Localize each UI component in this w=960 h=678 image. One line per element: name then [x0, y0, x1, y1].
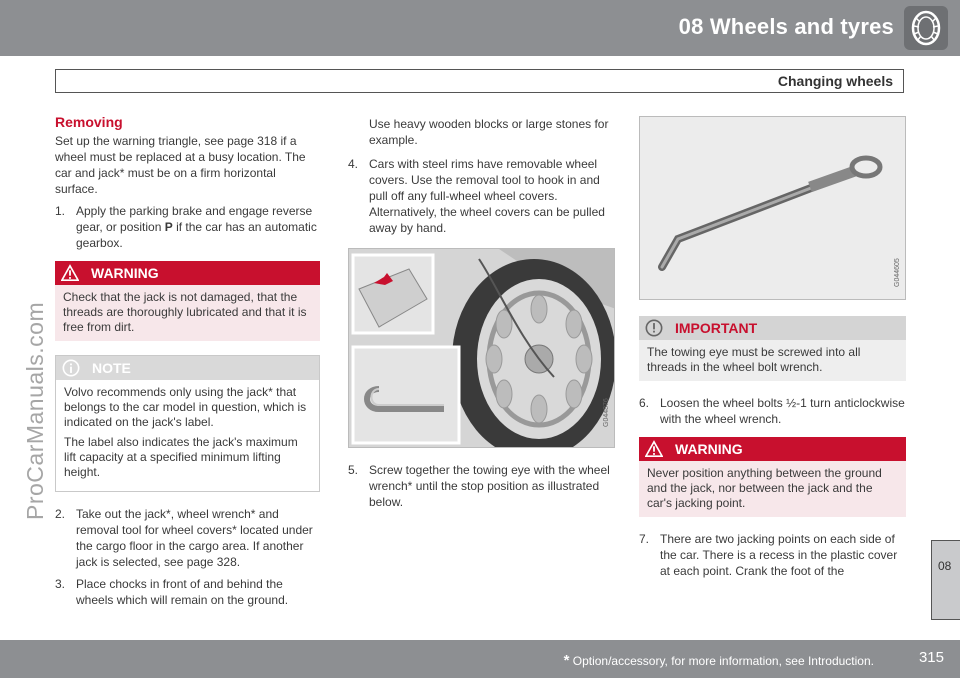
- section-title: Changing wheels: [777, 73, 893, 89]
- figure-code: G044876: [603, 398, 610, 427]
- footer-bar: [0, 640, 960, 678]
- continued-text: Use heavy wooden blocks or large stones for example.: [369, 117, 609, 147]
- footnote: * Option/accessory, for more information, see Introduction.: [563, 652, 874, 669]
- step-text: Apply the parking brake and engage reverse gear, or position P if the car has an automatic gearbox.: [76, 204, 317, 250]
- column-1: [55, 114, 320, 614]
- important-body: The towing eye must be screwed into all threads in the wheel bolt wrench.: [639, 340, 906, 381]
- tyre-icon: [904, 6, 948, 50]
- column-3: [639, 116, 906, 585]
- step-6: 6. Loosen the wheel bolts ½-1 turn anticlockwise with the wheel wrench.: [639, 396, 905, 426]
- step-number: 1.: [55, 204, 66, 218]
- figure-code: G044605: [894, 258, 901, 287]
- chapter-side-tab: [931, 540, 960, 620]
- important-box: [639, 316, 906, 381]
- warning-triangle-icon: [645, 440, 663, 458]
- warning-header: [639, 437, 906, 461]
- step-1: [55, 203, 320, 251]
- wheel-cover-illustration: [348, 248, 615, 448]
- warning-title: WARNING: [675, 441, 743, 457]
- step-5: 5. Screw together the towing eye with the wheel wrench* until the stop position as illustrated below.: [348, 463, 610, 509]
- note-title: NOTE: [92, 360, 131, 376]
- exclamation-icon: [645, 319, 663, 337]
- info-icon: [62, 359, 80, 377]
- note-header: [56, 356, 319, 380]
- note-body: Volvo recommends only using the jack* that belongs to the car model in question, which is indicated on the jack's label. The label also indicates the jack's maximum lift capacity at a specified minimum lifting height.: [56, 380, 319, 491]
- header-bar: [0, 0, 960, 56]
- important-title: IMPORTANT: [675, 320, 758, 336]
- warning-body: Never position anything between the ground and the jack, nor between the jack and the car's jacking point.: [639, 461, 906, 517]
- warning-triangle-icon: [61, 264, 79, 282]
- towing-eye-wrench-illustration: [639, 116, 906, 300]
- important-header: [639, 316, 906, 340]
- note-box: [55, 355, 320, 492]
- warning-box-2: [639, 437, 906, 517]
- warning-title: WARNING: [91, 265, 159, 281]
- intro-text: Set up the warning triangle, see page 318 if a wheel must be replaced at a busy location. The car and jack* must be on a firm horizontal surface.: [55, 134, 306, 196]
- chapter-title: 08 Wheels and tyres: [678, 14, 894, 39]
- page-number: 315: [918, 649, 944, 666]
- removing-heading: Removing: [55, 114, 123, 130]
- warning-body: Check that the jack is not damaged, that the threads are thoroughly lubricated and that it is free from dirt.: [55, 285, 320, 341]
- warning-box: [55, 261, 320, 341]
- step-3: 3. Place chocks in front of and behind the wheels which will remain on the ground.: [55, 577, 289, 607]
- warning-header: [55, 261, 320, 285]
- side-tab-label: 08: [938, 559, 952, 573]
- step-7: 7. There are two jacking points on each side of the car. There is a recess in the plastic cover at each point. Crank the foot of the: [639, 532, 898, 578]
- step-4: 4. Cars with steel rims have removable wheel covers. Use the removal tool to hook in and pull off any full-wheel wheel covers. Alternatively, the wheel covers can be pulled away by hand.: [348, 157, 605, 235]
- section-header: [55, 69, 904, 93]
- step-2: 2. Take out the jack*, wheel wrench* and removal tool for wheel covers* located under the cargo floor in the cargo area. If another jack is selected, see page 328.: [55, 507, 313, 569]
- watermark: ProCarManuals.com: [22, 301, 48, 520]
- column-2: [348, 116, 614, 516]
